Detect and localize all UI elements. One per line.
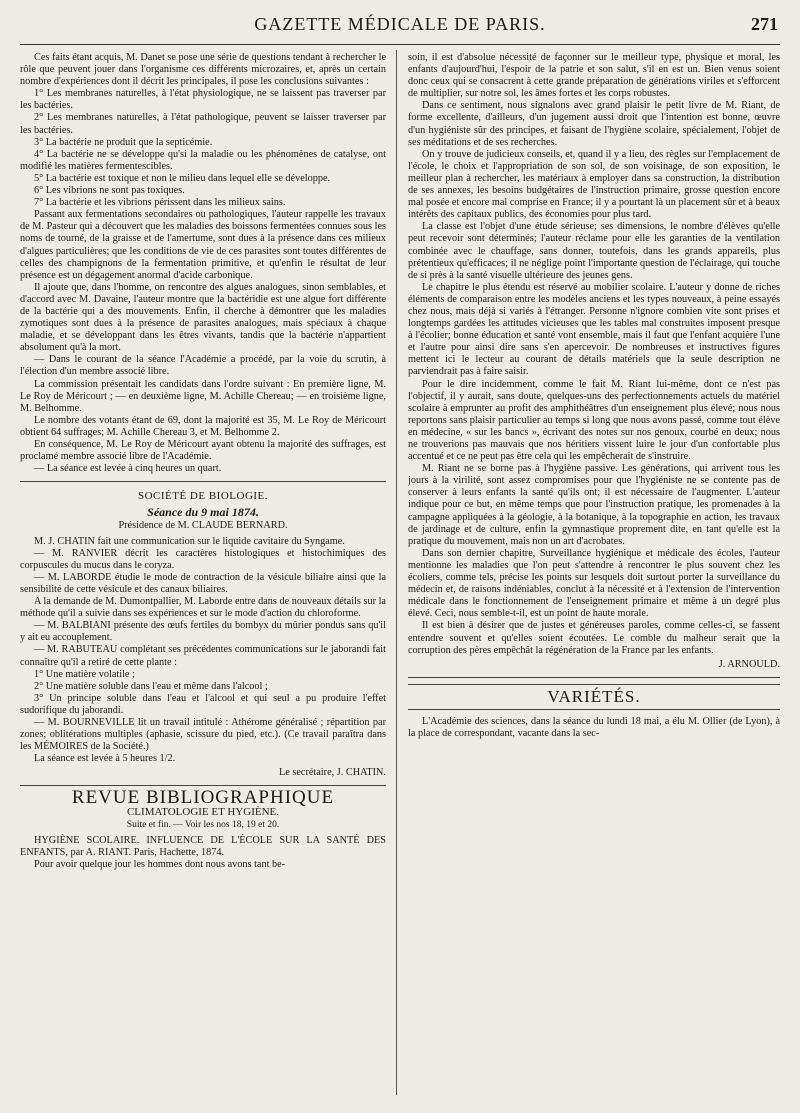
column-divider	[396, 50, 397, 1095]
presidence-line: Présidence de M. CLAUDE BERNARD.	[118, 520, 288, 532]
revue-title: REVUE BIBLIOGRAPHIQUE	[71, 787, 335, 809]
paragraph: La classe est l'objet d'une étude sérieuse; ses dimensions, le nombre d'élèves qu'elle peut recevoir sont déterminés; l'auteur réclame pour elle les garanties de la ventilation combinée avec le chauffage, sans donner, toutefois, dans les grands appareils, plus prétentieux qu'efficaces; il ne néglige point l'importante question de l'éclairage, qui touche de si près à la santé visuelle ultérieure des jeunes gens.	[408, 221, 780, 281]
paragraph: — M. BALBIANI présente des œufs fertiles du bombyx du mûrier pondus sans qu'il y ait eu accouplement.	[20, 620, 386, 644]
right-column	[408, 52, 780, 1112]
paragraph: — M. RABUTEAU complétant ses précédentes communications sur le jaborandi fait connaître qu'il a retiré de cette plante :	[20, 644, 386, 668]
paragraph: — Dans le courant de la séance l'Académie a procédé, par la voie du scrutin, à l'élection d'un membre associé libre.	[20, 354, 386, 378]
paragraph: En conséquence, M. Le Roy de Méricourt ayant obtenu la majorité des suffrages, est proclamé membre associé libre de l'Académie.	[20, 439, 386, 463]
paragraph: Il est bien à désirer que de justes et généreuses paroles, comme celles-ci, se fassent entendre souvent et qu'elles soient écoutées. Le comble du malheur serait que la corruption des pères empêchât la régénération de la France par les enfants.	[408, 620, 780, 656]
paragraph: L'Académie des sciences, dans la séance du lundi 18 mai, a élu M. Ollier (de Lyon), à la place de correspondant, vacante dans la sec-	[408, 715, 780, 739]
book-reference: HYGIÈNE SCOLAIRE. INFLUENCE DE L'ÉCOLE SUR LA SANTÉ DES ENFANTS, par A. RIANT. Paris, Hachette, 1874.	[20, 834, 386, 858]
section-separator	[408, 684, 780, 685]
seance-heading: Séance du 9 mai 1874.	[147, 505, 259, 520]
revue-subtitle: CLIMATOLOGIE ET HYGIÈNE.	[126, 805, 280, 818]
paragraph: Ces faits étant acquis, M. Danet se pose une série de questions tendant à rechercher le rôle que peuvent jouer dans l'organisme ces différents microzaires, et, après un certain nombre d'expériences dont il décrit les principales, il pose les conclusions suivantes :	[20, 52, 386, 88]
paragraph: La commission présentait les candidats dans l'ordre suivant : En première ligne, M. Le Roy de Méricourt ; — en deuxième ligne, M. Achille Chereau; — en troisième ligne, M. Belhomme.	[20, 378, 386, 414]
paragraph: M. J. CHATIN fait une communication sur le liquide cavitaire du Syngame.	[34, 535, 345, 547]
paragraph: M. Riant ne se borne pas à l'hygiène passive. Les générations, qui arrivent tous les jours à la virilité, sont assez compromises pour que l'hygiéniste ne se contente pas de conserver à leurs enfants la santé qu'ils ont; il est nécessaire de l'augmenter. L'auteur indique pour ce but, en même temps que pour l'instruction pratique, les promenades à la campagne appliquées à la géologie, à la botanique, à la topographie en action, les travaux de jardinage et de culture, enfin la gymnastique proprement dite, en tant qu'elle est la pratique du mouvement, mais non un art d'acrobates.	[408, 463, 780, 547]
author-signature: J. ARNOULD.	[718, 658, 780, 670]
paragraph: — La séance est levée à cinq heures un quart.	[34, 463, 222, 475]
paragraph: Il ajoute que, dans l'homme, on rencontre des algues analogues, sinon semblables, et d'accord avec M. Davaine, l'auteur montre que la bactéridie est une algue fort différente de la bactérie qui a des mouvements. Enfin, il cherche à démontrer que les maladies zymotiques sont dues à la présence de parasites analogues, mais spéciaux à chaque maladie, et se développant dans les êtres vivants, tandis que la bactérie n'appartient absolument qu'à la mort.	[20, 281, 386, 354]
paragraph: — M. RANVIER décrit les caractères histologiques et histochimiques des corpuscules du mucus dans le coryza.	[20, 547, 386, 571]
paragraph: La séance est levée à 5 heures 1/2.	[34, 753, 176, 765]
conclusion-item: 1° Les membranes naturelles, à l'état physiologique, ne se laissent pas traverser par les bactéries.	[20, 88, 386, 112]
list-item: 1° Une matière volatile ;	[34, 668, 135, 680]
section-separator	[408, 709, 780, 710]
conclusion-item: 3° La bactérie ne produit que la septicémie.	[34, 136, 213, 148]
paragraph: Pour avoir quelque jour les hommes dont nous avons tant be-	[34, 858, 286, 870]
list-item: 2° Une matière soluble dans l'eau et même dans l'alcool ;	[34, 680, 268, 692]
page-header	[20, 14, 780, 38]
paragraph: Passant aux fermentations secondaires ou pathologiques, l'auteur rappelle les travaux de M. Pasteur qui a découvert que les maladies des boissons fermentées connues sous les noms de tourné, de la graisse et de l'amertume, sont dues à la présence dans ces milieux d'algues particulières; que les conditions de vie de ces parasites sont toutes différentes de celles des champignons de la fermentation primitive, et qu'enfin le résultat de leur présence est un dégagement anormal d'acide carbonique.	[20, 209, 386, 281]
paragraph: — M. BOURNEVILLE lit un travail intitulé : Athérome généralisé ; répartition par zones; oblitérations multiples (aphasie, scissure du pied, etc.). (Ce travail paraîtra dans les MÉMOIRES de la Société.)	[20, 716, 386, 753]
conclusion-item: 5° La bactérie est toxique et non le milieu dans lequel elle se développe.	[34, 172, 331, 184]
conclusion-item: 7° La bactérie et les vibrions périssent dans les milieux sains.	[34, 197, 286, 209]
journal-title: GAZETTE MÉDICALE DE PARIS.	[254, 14, 546, 34]
paragraph: A la demande de M. Dumontpallier, M. Laborde entre dans de nouveaux détails sur la méthode qu'il a suivie dans ses expériences et sur le mode d'action du chloroforme.	[20, 596, 386, 620]
paragraph: Pour le dire incidemment, comme le fait M. Riant lui-même, dont ce n'est pas l'objectif, il y aurait, sans doute, quelques-uns des perfectionnements actuels du matériel scolaire à emprunter au profit des amphithéâtres d'un enseignement plus élevé; nous nous reportons sans plaisir particulier au temps si long que nous avons passé, comme tout élève en médecine, « sur les bancs », écrivant des notes sur nos genoux, courbé en deux; nous ne trouverions pas mauvais que nos héritiers vissent luire le jour d'un confortable plus accentué et ce ne peut pas être cela qui les empêcherait de s'instruire.	[408, 378, 780, 463]
conclusion-item: 4° La bactérie ne se développe qu'si la maladie ou les phénomènes de catalyse, ont modifié les matières fermentescibles.	[20, 148, 386, 172]
section-separator	[20, 785, 386, 786]
left-column	[20, 52, 386, 1112]
varietes-title: VARIÉTÉS.	[547, 686, 641, 706]
section-separator	[408, 677, 780, 678]
paragraph: Dans ce sentiment, nous signalons avec grand plaisir le petit livre de M. Riant, de forme excellente, d'ailleurs, d'un jugement aussi droit que l'intention est bonne, œuvre d'un hygiéniste sûr des principes, et faisant de l'hygiène scolaire, spécialement, l'objet de ses méditations et de ses recherches.	[408, 100, 780, 148]
paragraph: On y trouve de judicieux conseils, et, quand il y a lieu, des règles sur l'emplacement de l'école, le choix et l'appropriation de son sol, de son voisinage, de son exposition, le meilleur plan à rechercher, les matériaux à employer dans sa construction, la distribution de ses annexes, les besoins budgétaires de l'instruction primaire, grosse question encore mal posée et encore mal comprise en France; il y a pourtant là un placement sûr et à beaux intérêts des capitaux publics, des économies pour plus tard.	[408, 148, 780, 221]
paragraph: soin, il est d'absolue nécessité de façonner sur le meilleur type, physique et moral, les enfants d'aujourd'hui, l'espoir de la patrie et son salut, s'il en est un. Bien venus soient donc ceux qui se consacrent à cette grande préparation de générations viriles et s'efforcent de multiplier, sur notre sol, les âmes fortes et les corps robustes.	[408, 52, 780, 100]
conclusion-item: 6° Les vibrions ne sont pas toxiques.	[34, 185, 185, 197]
paragraph: Le nombre des votants étant de 69, dont la majorité est 35, M. Le Roy de Méricourt obtient 64 suffrages; M. Achille Chereau 3, et M. Belhomme 2.	[20, 414, 386, 438]
paragraph: — M. LABORDE étudie le mode de contraction de la vésicule biliaire ainsi que la sensibilité de cette vésicule et des canaux biliaires.	[20, 571, 386, 595]
paragraph: Dans son dernier chapitre, Surveillance hygiénique et médicale des écoles, l'auteur mentionne les maladies que l'on peut s'attendre à rencontrer le plus souvent chez les écoliers, comme tels, précise les points sur lesquels doit surtout porter la surveillance du médecin et, de raisons indéniables, conclut à la nécessité et à l'extension de l'intervention médicale dans le fonctionnement de l'enseignement primaire et même à un degré plus élevé. Ceci, nous semble-t-il, est un point de haute morale.	[408, 547, 780, 620]
section-separator	[20, 481, 386, 482]
list-item: 3° Un principe soluble dans l'eau et l'alcool et qui seul a pu produire l'effet sudorifique du jaborandi.	[20, 692, 386, 716]
section-title-societe: SOCIÉTÉ DE BIOLOGIE.	[137, 490, 269, 503]
secretary-signature: Le secrétaire, J. CHATIN.	[278, 767, 386, 779]
page-number: 271	[751, 14, 778, 34]
conclusion-item: 2° Les membranes naturelles, à l'état pathologique, peuvent se laisser traverser par les bactéries.	[20, 112, 386, 136]
paragraph: Le chapitre le plus étendu est réservé au mobilier scolaire. L'auteur y donne de riches éléments de comparaison entre les modèles anciens et les types nouveaux, à peine essayés chez nous, mais déjà si variés à l'étranger. Personne n'ignore combien vite sont prises et longtemps gardées les attitudes vicieuses que les tables mal construites imposent presque à l'écolier; bonne éducation et santé vont ensemble, mais il faut que l'enfant acquière l'une et l'autre pour ainsi dire sans s'en apercevoir. De nombreuses et instructives figures mettent ici le lecteur au courant de détails matériels que la seule description ne parviendrait pas à faire saisir.	[408, 281, 780, 378]
revue-suite: Suite et fin. — Voir les nos 18, 19 et 20.	[126, 819, 280, 830]
header-rule	[20, 44, 780, 45]
